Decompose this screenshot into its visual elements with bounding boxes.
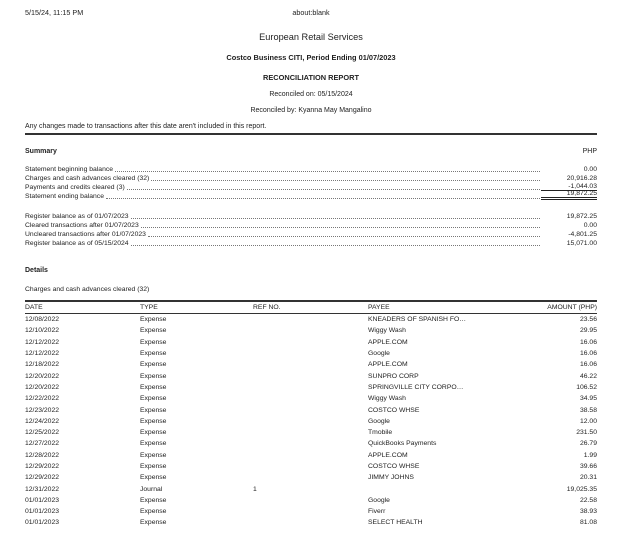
cell-type: Expense bbox=[140, 316, 167, 324]
cell-amount: 81.08 bbox=[579, 519, 597, 527]
cell-amount: 29.95 bbox=[579, 327, 597, 335]
summary-label: Charges and cash advances cleared (32) bbox=[25, 175, 150, 182]
cell-date: 12/20/2022 bbox=[25, 372, 60, 380]
summary-leader bbox=[151, 180, 540, 181]
reconciled-on: Reconciled on: 05/15/2024 bbox=[269, 91, 353, 98]
cell-type: Expense bbox=[140, 463, 167, 470]
table-row bbox=[25, 427, 597, 438]
summary-heading: Summary bbox=[25, 148, 57, 155]
cell-payee: Wiggy Wash bbox=[368, 327, 406, 335]
summary-amount: 19,872.25 bbox=[566, 213, 597, 220]
cell-type: Expense bbox=[140, 361, 167, 369]
table-row bbox=[25, 382, 597, 393]
summary-label: Statement ending balance bbox=[25, 193, 104, 200]
cell-type: Expense bbox=[140, 451, 167, 459]
summary-amount: 20,916.28 bbox=[566, 175, 597, 182]
table-row bbox=[25, 450, 597, 461]
cell-type: Expense bbox=[140, 417, 167, 425]
cell-amount: 22.58 bbox=[579, 496, 597, 504]
summary-label: Register balance as of 01/07/2023 bbox=[25, 213, 129, 220]
cell-payee: SUNPRO CORP bbox=[368, 372, 419, 380]
table-row bbox=[25, 472, 597, 483]
summary-label: Statement beginning balance bbox=[25, 166, 114, 173]
cell-date: 12/10/2022 bbox=[25, 327, 60, 335]
cell-amount: 38.58 bbox=[579, 406, 597, 414]
cell-amount: 106.52 bbox=[576, 383, 597, 391]
page-url: about:blank bbox=[292, 8, 330, 17]
summary-row bbox=[25, 229, 597, 238]
cell-payee: APPLE.COM bbox=[368, 361, 408, 369]
details-heading: Details bbox=[25, 267, 48, 274]
table-row bbox=[25, 325, 597, 336]
cell-payee: JIMMY JOHNS bbox=[368, 474, 414, 482]
report-period: Costco Business CITI, Period Ending 01/07/2023 bbox=[226, 53, 396, 62]
summary-header-row bbox=[25, 148, 597, 155]
cell-type: Expense bbox=[140, 350, 167, 358]
summary-label: Payments and credits cleared (3) bbox=[25, 184, 125, 191]
table-row bbox=[25, 348, 597, 359]
cell-date: 12/22/2022 bbox=[25, 395, 60, 403]
table-row bbox=[25, 517, 597, 528]
cell-date: 01/01/2023 bbox=[25, 508, 60, 516]
summary-amount: 0.00 bbox=[583, 222, 597, 229]
summary-row bbox=[25, 238, 597, 247]
cell-amount: 34.95 bbox=[579, 395, 597, 403]
company-name: European Retail Services bbox=[259, 32, 363, 42]
cell-amount: 16.06 bbox=[579, 361, 597, 369]
cell-payee: SELECT HEALTH bbox=[368, 519, 423, 527]
column-header-type: TYPE bbox=[140, 304, 158, 311]
cell-payee: Fiverr bbox=[368, 508, 386, 516]
details-table bbox=[25, 300, 597, 529]
cell-amount: 231.50 bbox=[576, 429, 597, 437]
summary-leader bbox=[106, 198, 540, 199]
summary-leader bbox=[115, 171, 540, 172]
cell-date: 12/24/2022 bbox=[25, 417, 60, 425]
column-header-payee: PAYEE bbox=[368, 304, 390, 311]
summary-leader bbox=[127, 189, 540, 190]
print-header bbox=[25, 0, 597, 17]
table-row bbox=[25, 359, 597, 370]
cell-type: Expense bbox=[140, 508, 167, 516]
summary-amount: -4,801.25 bbox=[568, 231, 597, 238]
cell-payee: COSTCO WHSE bbox=[368, 463, 420, 470]
table-body bbox=[25, 314, 597, 529]
table-row bbox=[25, 370, 597, 381]
column-header-ref-no: REF NO. bbox=[253, 304, 281, 311]
cell-payee: SPRINGVILLE CITY CORPO… bbox=[368, 383, 464, 391]
summary-amount: -1,044.03 bbox=[541, 183, 597, 191]
table-row bbox=[25, 461, 597, 472]
cell-date: 01/01/2023 bbox=[25, 519, 60, 527]
currency-label: PHP bbox=[582, 148, 597, 155]
summary-leader bbox=[131, 218, 540, 219]
cell-amount: 1.99 bbox=[583, 451, 597, 459]
cell-type: Expense bbox=[140, 383, 167, 391]
summary-label: Register balance as of 05/15/2024 bbox=[25, 240, 129, 247]
cell-type: Expense bbox=[140, 429, 167, 437]
cell-date: 12/29/2022 bbox=[25, 474, 60, 482]
summary-statement-group bbox=[25, 164, 597, 200]
cell-date: 01/01/2023 bbox=[25, 496, 60, 504]
summary-amount: 0.00 bbox=[583, 166, 597, 173]
details-subheading: Charges and cash advances cleared (32) bbox=[25, 286, 150, 293]
reconciled-by: Reconciled by: Kyanna May Mangalino bbox=[250, 107, 372, 114]
cell-type: Expense bbox=[140, 338, 167, 346]
cell-type: Expense bbox=[140, 327, 167, 335]
cell-payee: KNEADERS OF SPANISH FO… bbox=[368, 316, 467, 324]
cell-date: 12/20/2022 bbox=[25, 383, 60, 391]
table-row bbox=[25, 314, 597, 325]
cell-type: Expense bbox=[140, 440, 167, 448]
summary-leader bbox=[141, 227, 540, 228]
cell-amount: 46.22 bbox=[579, 372, 597, 380]
column-header-amount-php: AMOUNT (PHP) bbox=[547, 304, 597, 311]
cell-payee: APPLE.COM bbox=[368, 451, 408, 459]
cell-amount: 16.06 bbox=[579, 338, 597, 346]
summary-leader bbox=[148, 236, 540, 237]
cell-payee: APPLE.COM bbox=[368, 338, 408, 346]
table-row bbox=[25, 438, 597, 449]
cell-date: 12/08/2022 bbox=[25, 316, 60, 324]
table-header-row bbox=[25, 300, 597, 314]
cell-payee: Google bbox=[368, 350, 390, 358]
cell-payee: COSTCO WHSE bbox=[368, 406, 420, 414]
report-title: RECONCILIATION REPORT bbox=[263, 73, 359, 82]
cell-amount: 39.66 bbox=[579, 463, 597, 470]
cell-type: Expense bbox=[140, 395, 167, 403]
summary-row bbox=[25, 164, 597, 173]
cell-date: 12/23/2022 bbox=[25, 406, 60, 414]
cell-amount: 38.93 bbox=[579, 508, 597, 516]
summary-label: Uncleared transactions after 01/07/2023 bbox=[25, 231, 146, 238]
cell-payee: Google bbox=[368, 417, 390, 425]
cell-amount: 12.00 bbox=[579, 417, 597, 425]
summary-row bbox=[25, 173, 597, 182]
cell-type: Journal bbox=[140, 485, 163, 493]
cell-amount: 23.56 bbox=[579, 316, 597, 324]
cell-type: Expense bbox=[140, 372, 167, 380]
table-row bbox=[25, 337, 597, 348]
cell-type: Expense bbox=[140, 519, 167, 527]
cell-date: 12/18/2022 bbox=[25, 361, 60, 369]
summary-amount: 15,071.00 bbox=[566, 240, 597, 247]
cell-date: 12/12/2022 bbox=[25, 350, 60, 358]
cell-date: 12/25/2022 bbox=[25, 429, 60, 437]
summary-row bbox=[25, 211, 597, 220]
summary-register-group bbox=[25, 211, 597, 247]
cell-date: 12/28/2022 bbox=[25, 451, 60, 459]
table-row bbox=[25, 483, 597, 494]
summary-leader bbox=[131, 245, 540, 246]
cell-type: Expense bbox=[140, 496, 167, 504]
report-note: Any changes made to transactions after this date aren't included in this report. bbox=[25, 123, 597, 135]
cell-amount: 16.06 bbox=[579, 350, 597, 358]
cell-date: 12/31/2022 bbox=[25, 485, 60, 493]
cell-payee: QuickBooks Payments bbox=[368, 440, 437, 448]
summary-row bbox=[25, 220, 597, 229]
cell-payee: Tmobile bbox=[368, 429, 393, 437]
cell-date: 12/29/2022 bbox=[25, 463, 60, 470]
cell-amount: 26.79 bbox=[579, 440, 597, 448]
cell-payee: Google bbox=[368, 496, 390, 504]
cell-date: 12/12/2022 bbox=[25, 338, 60, 346]
cell-type: Expense bbox=[140, 406, 167, 414]
cell-date: 12/27/2022 bbox=[25, 440, 60, 448]
page-datetime: 5/15/24, 11:15 PM bbox=[25, 8, 84, 17]
cell-ref: 1 bbox=[253, 485, 257, 493]
table-row bbox=[25, 416, 597, 427]
table-row bbox=[25, 404, 597, 415]
cell-payee: Wiggy Wash bbox=[368, 395, 406, 403]
cell-type: Expense bbox=[140, 474, 167, 482]
column-header-date: DATE bbox=[25, 304, 43, 311]
summary-label: Cleared transactions after 01/07/2023 bbox=[25, 222, 139, 229]
table-row bbox=[25, 495, 597, 506]
table-row bbox=[25, 506, 597, 517]
cell-amount: 19,025.35 bbox=[566, 485, 597, 493]
summary-amount: 19,872.25 bbox=[541, 190, 597, 200]
table-row bbox=[25, 393, 597, 404]
summary-row bbox=[25, 182, 597, 191]
cell-amount: 20.31 bbox=[579, 474, 597, 482]
summary-row bbox=[25, 191, 597, 200]
